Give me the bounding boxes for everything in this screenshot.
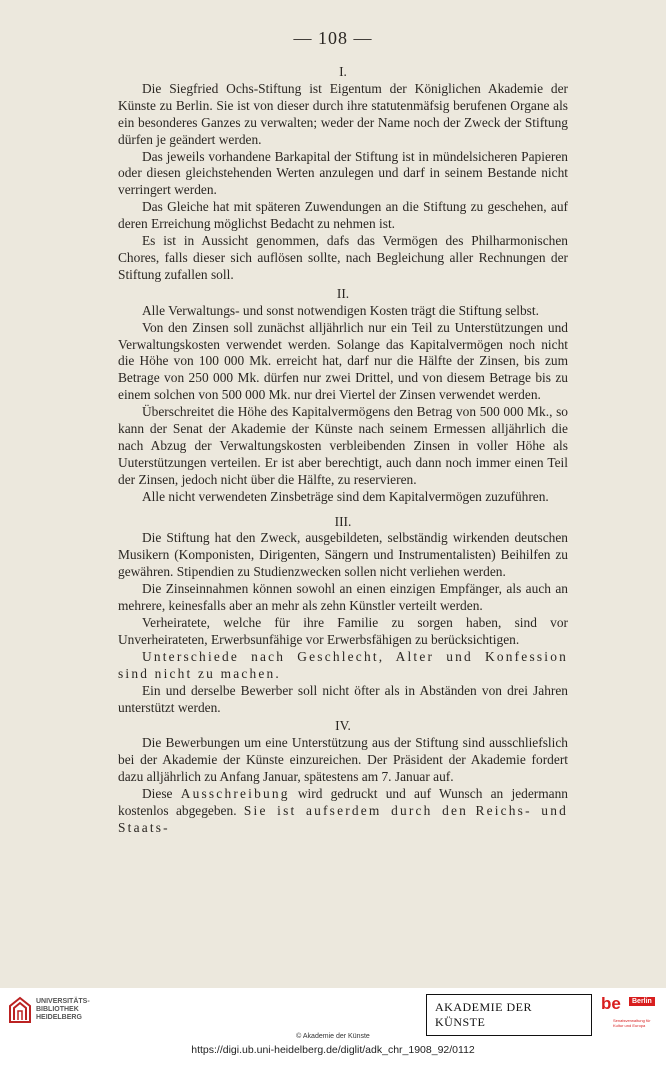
- paragraph: Alle Verwaltungs- und sonst notwendigen Kosten trägt die Stiftung selbst.: [142, 302, 539, 318]
- paragraph: Es ist in Aussicht genommen, dafs das Vermögen des Philharmonischen Chores, falls dieser sich auflösen sollte, nach Begleichung aller Rechnungen der Stiftung zufallen soll.: [118, 233, 568, 282]
- university-library-logo[interactable]: [8, 996, 90, 1024]
- paragraph-mixed: [118, 786, 568, 837]
- library-seal-icon: [8, 996, 32, 1024]
- section-heading-1: I.: [339, 64, 347, 79]
- paragraph: Überschreitet die Höhe des Kapitalvermögens den Betrag von 500 000 Mk., so kann der Senat der Akademie der Künste nach seinem Ermessen alljährlich die nach Abzug der Verwaltungskosten verbleibenden Zinsen in voller Höhe als Uuterstützungen verteilen. Er ist aber berechtigt, auch dann noch immer einen Teil der Zinsen, jedoch nicht über die Hälfte, zu reservieren.: [118, 404, 568, 487]
- paragraph: Die Bewerbungen um eine Unterstützung aus der Stiftung sind ausschliefslich bei der Akademie der Künste einzureichen. Der Präsident der Akademie fordert dazu alljährlich zu Anfang Januar, spätestens am 7. Januar auf.: [118, 735, 568, 785]
- text-run: wird gedruckt und auf Wunsch an jedermann kostenlos abgegeben.: [118, 786, 568, 818]
- paragraph: Alle nicht verwendeten Zinsbeträge sind dem Kapitalvermögen zuzuführen.: [142, 488, 549, 504]
- berlin-logo-subtitle: Senatsverwaltung für Kultur und Europa: [613, 1018, 651, 1028]
- text-run: Diese: [142, 786, 173, 802]
- paragraph: Das Gleiche hat mit späteren Zuwendungen an die Stiftung zu geschehen, auf deren Erreichung möglichst Bedacht zu nehmen ist.: [118, 199, 568, 232]
- section-heading-3: III.: [334, 513, 352, 529]
- berlin-logo[interactable]: [601, 994, 659, 1034]
- paragraph: Ein und derselbe Bewerber soll nicht öfter als in Abständen von drei Jahren unterstützt werden.: [118, 682, 568, 715]
- library-logo-text: UNIVERSITÄTS- BIBLIOTHEK HEIDELBERG: [36, 998, 90, 1021]
- statute-text: [118, 62, 568, 837]
- paragraph: Die Siegfried Ochs-Stiftung ist Eigentum der Königlichen Akademie der Künste zu Berlin. Sie ist von dieser durch ihre statutenmäfsig berufenen Organe als ein besonderes Ganzes zu verwalten; weder der Name noch der Zweck der Stiftung dürfen je geändert werden.: [118, 80, 568, 147]
- text-run-spaced: Ausschreibung: [180, 786, 290, 802]
- text-run-spaced: Sie ist aufserdem durch den: [243, 802, 469, 818]
- akademie-logo[interactable]: [426, 996, 592, 1034]
- page-number: — 108 —: [293, 28, 373, 48]
- paragraph: Das jeweils vorhandene Barkapital der Stiftung ist in mündelsicheren Papieren oder diesen gleichstehenden Werten anzulegen und darf in seinem Bestande nicht verringert werden.: [118, 148, 568, 198]
- paragraph: Die Zinseinnahmen können sowohl an einen einzigen Empfänger, als auch an mehrere, keinesfalls aber an mehr als zehn Künstler verteilt werden.: [118, 581, 568, 614]
- permalink-url[interactable]: https://digi.ub.uni-heidelberg.de/diglit/adk_chr_1908_92/0112: [191, 1044, 475, 1056]
- viewer-footer: [0, 988, 666, 1069]
- copyright-notice: © Akademie der Künste: [296, 1033, 370, 1040]
- text-run-spaced: Reichs- und Staats-: [118, 802, 568, 835]
- section-heading-4: IV.: [335, 718, 351, 734]
- berlin-logo-tag: Berlin: [629, 997, 655, 1006]
- berlin-logo-be: be: [601, 994, 621, 1013]
- section-heading-2: II.: [336, 285, 350, 301]
- paragraph: Die Stiftung hat den Zweck, ausgebildeten, selbständig wirkenden deutschen Musikern (Komponisten, Dirigenten, Sängern und Instrumentalisten) Beihilfen zu gewähren. Stipendien zu Studienzwecken sollen nicht verliehen werden.: [118, 530, 568, 580]
- paragraph-spaced: Unterschiede nach Geschlecht, Alter und Konfession sind nicht zu machen.: [118, 648, 568, 681]
- paragraph: Von den Zinsen soll zunächst alljährlich nur ein Teil zu Unterstützungen und Verwaltungskosten verwendet werden. Solange das Kapitalvermögen noch nicht die Höhe von 100 000 Mk. erreicht hat, darf nur die Hälfte der Zinsen, bis zum Betrage von 250 000 Mk. dürfen nur zwei Drittel, und von diesem Betrage bis zu einem solchen von 500 000 Mk. nur drei Viertel der Zinsen verwendet werden.: [118, 319, 568, 403]
- akademie-logo-label: AKADEMIE DER KÜNSTE: [426, 994, 592, 1036]
- paragraph: Verheiratete, welche für ihre Familie zu sorgen haben, sind vor Unverheirateten, Erwerbsunfähige vor Erwerbsfähigen zu berücksichtigen.: [118, 615, 568, 647]
